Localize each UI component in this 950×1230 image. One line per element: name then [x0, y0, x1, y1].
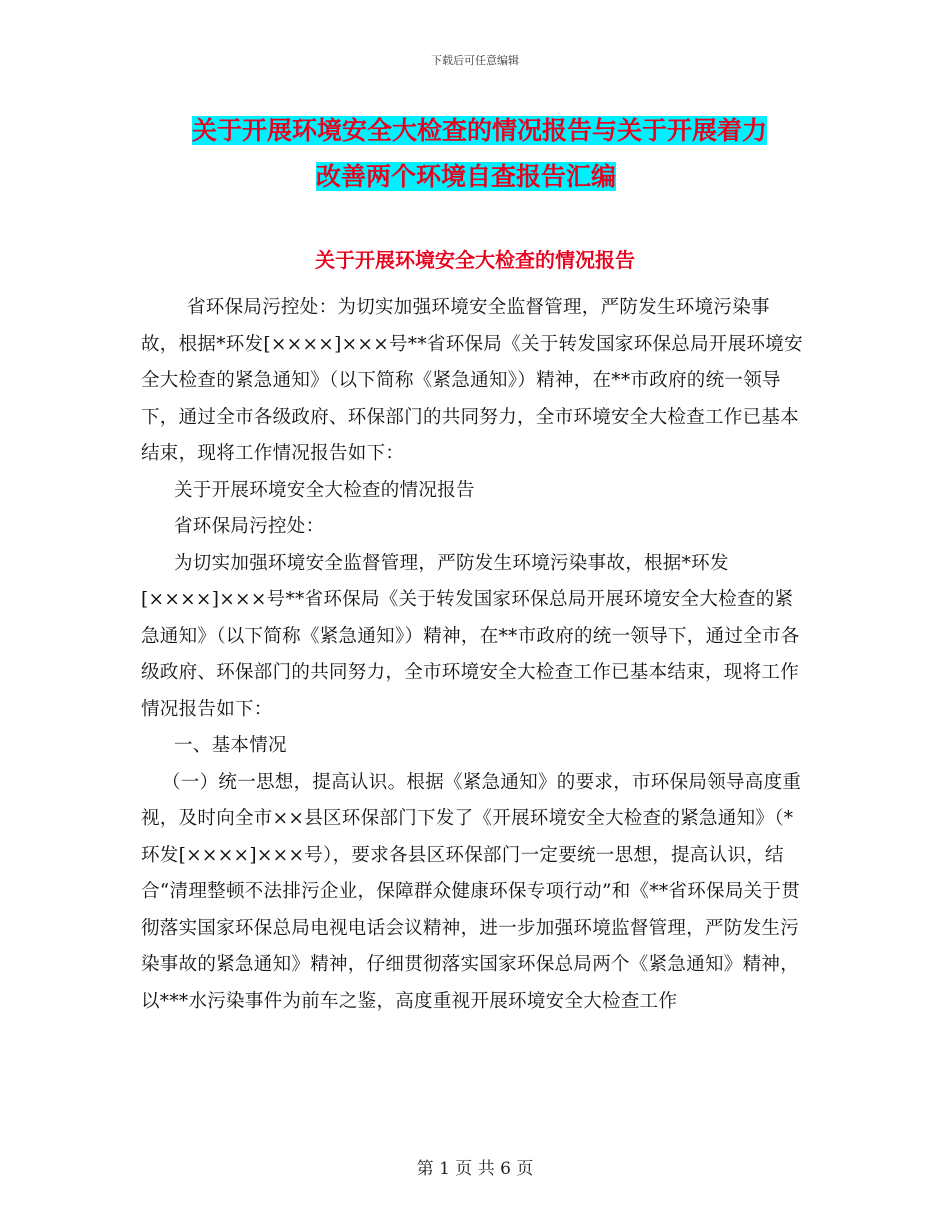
paragraph-section-1: （一）统一思想，提高认识。根据《紧急通知》的要求，市环保局领导高度重视，及时向全市××县区环保部门下发了《开展环境安全大检查的紧急通知》（*环发[××××]×××号），要求各县区环保部门一定要统一思想，提高认识，结合“清理整顿不法排污企业，保障群众健康环保专项行动”和《**省环保局关于贯彻落实国家环保总局电视电话会议精神，进一步加强环境监督管理，严防发生污染事故的紧急通知》精神，仔细贯彻落实国家环保总局两个《紧急通知》精神，以***水污染事件为前车之鉴，高度重视开展环境安全大检查工作 — [141, 771, 802, 1012]
paragraph-addressee: 省环保局污控处： — [174, 516, 325, 537]
document-body — [141, 290, 806, 1020]
paragraph-intro: 省环保局污控处：为切实加强环境安全监督管理，严防发生环境污染事故，根据*环发[××××]×××号**省环保局《关于转发国家环保总局开展环境安全大检查的紧急通知》（以下简称《紧急通知》）精神，在**市政府的统一领导下，通过全市各级政府、环保部门的共同努力，全市环境安全大检查工作已基本结束，现将工作情况报告如下： — [141, 297, 803, 464]
page-number: 第 1 页 共 6 页 — [416, 1159, 534, 1179]
paragraph-main: 为切实加强环境安全监督管理，严防发生环境污染事故，根据*环发[××××]×××号**省环保局《关于转发国家环保总局开展环境安全大检查的紧急通知》（以下简称《紧急通知》）精神，在**市政府的统一领导下，通过全市各级政府、环保部门的共同努力，全市环境安全大检查工作已基本结束，现将工作情况报告如下： — [141, 552, 800, 720]
title-line-1: 关于开展环境安全大检查的情况报告与关于开展着力 — [192, 116, 768, 145]
paragraph-repeated-title: 关于开展环境安全大检查的情况报告 — [174, 479, 475, 501]
section-title: 关于开展环境安全大检查的情况报告 — [315, 248, 635, 272]
title-line-2: 改善两个环境自查报告汇编 — [316, 162, 617, 191]
section-heading-basic: 一、基本情况 — [174, 735, 287, 756]
document-title — [140, 108, 840, 200]
page-header: 下载后可任意编辑 — [431, 54, 519, 67]
